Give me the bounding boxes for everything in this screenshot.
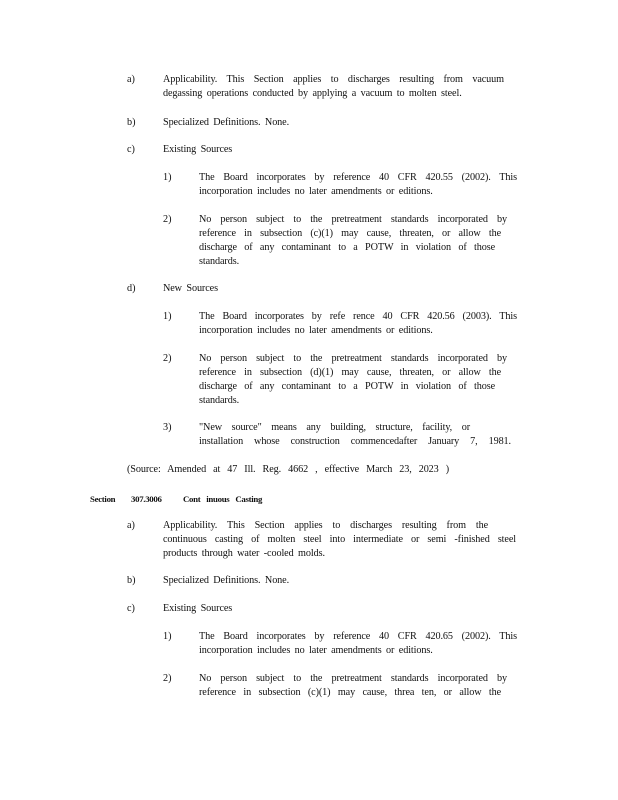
item-c-text: Existing Sources bbox=[163, 144, 233, 155]
subitem-line: incorporation includes no later amendments or editions. bbox=[199, 186, 433, 197]
subitem-line: reference in subsection (c)(1) may cause, threa ten, or allow the bbox=[199, 687, 501, 698]
subitem-label: 2) bbox=[163, 214, 172, 225]
subitem-line: The Board incorporates by reference 40 CFR 420.65 (2002). This bbox=[199, 631, 517, 642]
subitem-line: The Board incorporates by reference 40 CFR 420.55 (2002). This bbox=[199, 172, 517, 183]
subitem-line: reference in subsection (c)(1) may cause, threaten, or allow the bbox=[199, 228, 501, 239]
item-d-label: d) bbox=[127, 283, 136, 294]
subitem-line: No person subject to the pretreatment standards incorporated by bbox=[199, 214, 507, 225]
source-note: (Source: Amended at 47 Ill. Reg. 4662 , effective March 23, 2023 ) bbox=[127, 464, 449, 475]
subitem-line: No person subject to the pretreatment standards incorporated by bbox=[199, 673, 507, 684]
subitem-line: "New source" means any building, structure, facility, or bbox=[199, 422, 470, 433]
item-b-label: b) bbox=[127, 575, 136, 586]
subitem-line: installation whose construction commencedafter January 7, 1981. bbox=[199, 436, 511, 447]
subitem-line: The Board incorporates by refe rence 40 CFR 420.56 (2003). This bbox=[199, 311, 517, 322]
subitem-line: incorporation includes no later amendments or editions. bbox=[199, 645, 433, 656]
subitem-line: reference in subsection (d)(1) may cause, threaten, or allow the bbox=[199, 367, 501, 378]
section-title: Cont inuous Casting bbox=[183, 494, 263, 504]
subitem-line: standards. bbox=[199, 395, 240, 406]
item-b-label: b) bbox=[127, 117, 136, 128]
item-c-text: Existing Sources bbox=[163, 603, 233, 614]
item-a-label: a) bbox=[127, 520, 135, 531]
item-c-label: c) bbox=[127, 144, 135, 155]
subitem-line: standards. bbox=[199, 256, 240, 267]
item-a-line: Applicability. This Section applies to discharges resulting from vacuum bbox=[163, 74, 504, 85]
subitem-line: No person subject to the pretreatment standards incorporated by bbox=[199, 353, 507, 364]
subitem-label: 1) bbox=[163, 311, 172, 322]
item-b-text: Specialized Definitions. None. bbox=[163, 117, 290, 128]
item-b-text: Specialized Definitions. None. bbox=[163, 575, 290, 586]
item-a-line: Applicability. This Section applies to discharges resulting from the bbox=[163, 520, 488, 531]
subitem-label: 3) bbox=[163, 422, 172, 433]
item-a-line: continuous casting of molten steel into intermediate or semi -finished steel bbox=[163, 534, 516, 545]
item-a-label: a) bbox=[127, 74, 135, 85]
subitem-line: discharge of any contaminant to a POTW in violation of those bbox=[199, 242, 495, 253]
subitem-label: 2) bbox=[163, 353, 172, 364]
item-c-label: c) bbox=[127, 603, 135, 614]
section-label: Section bbox=[90, 494, 116, 504]
item-d-text: New Sources bbox=[163, 283, 218, 294]
item-a-line: products through water -cooled molds. bbox=[163, 548, 325, 559]
subitem-line: discharge of any contaminant to a POTW in violation of those bbox=[199, 381, 495, 392]
subitem-label: 1) bbox=[163, 631, 172, 642]
subitem-label: 1) bbox=[163, 172, 172, 183]
subitem-line: incorporation includes no later amendments or editions. bbox=[199, 325, 433, 336]
section-number: 307.3006 bbox=[131, 494, 162, 504]
subitem-label: 2) bbox=[163, 673, 172, 684]
item-a-line: degassing operations conducted by applying a vacuum to molten steel. bbox=[163, 88, 462, 99]
